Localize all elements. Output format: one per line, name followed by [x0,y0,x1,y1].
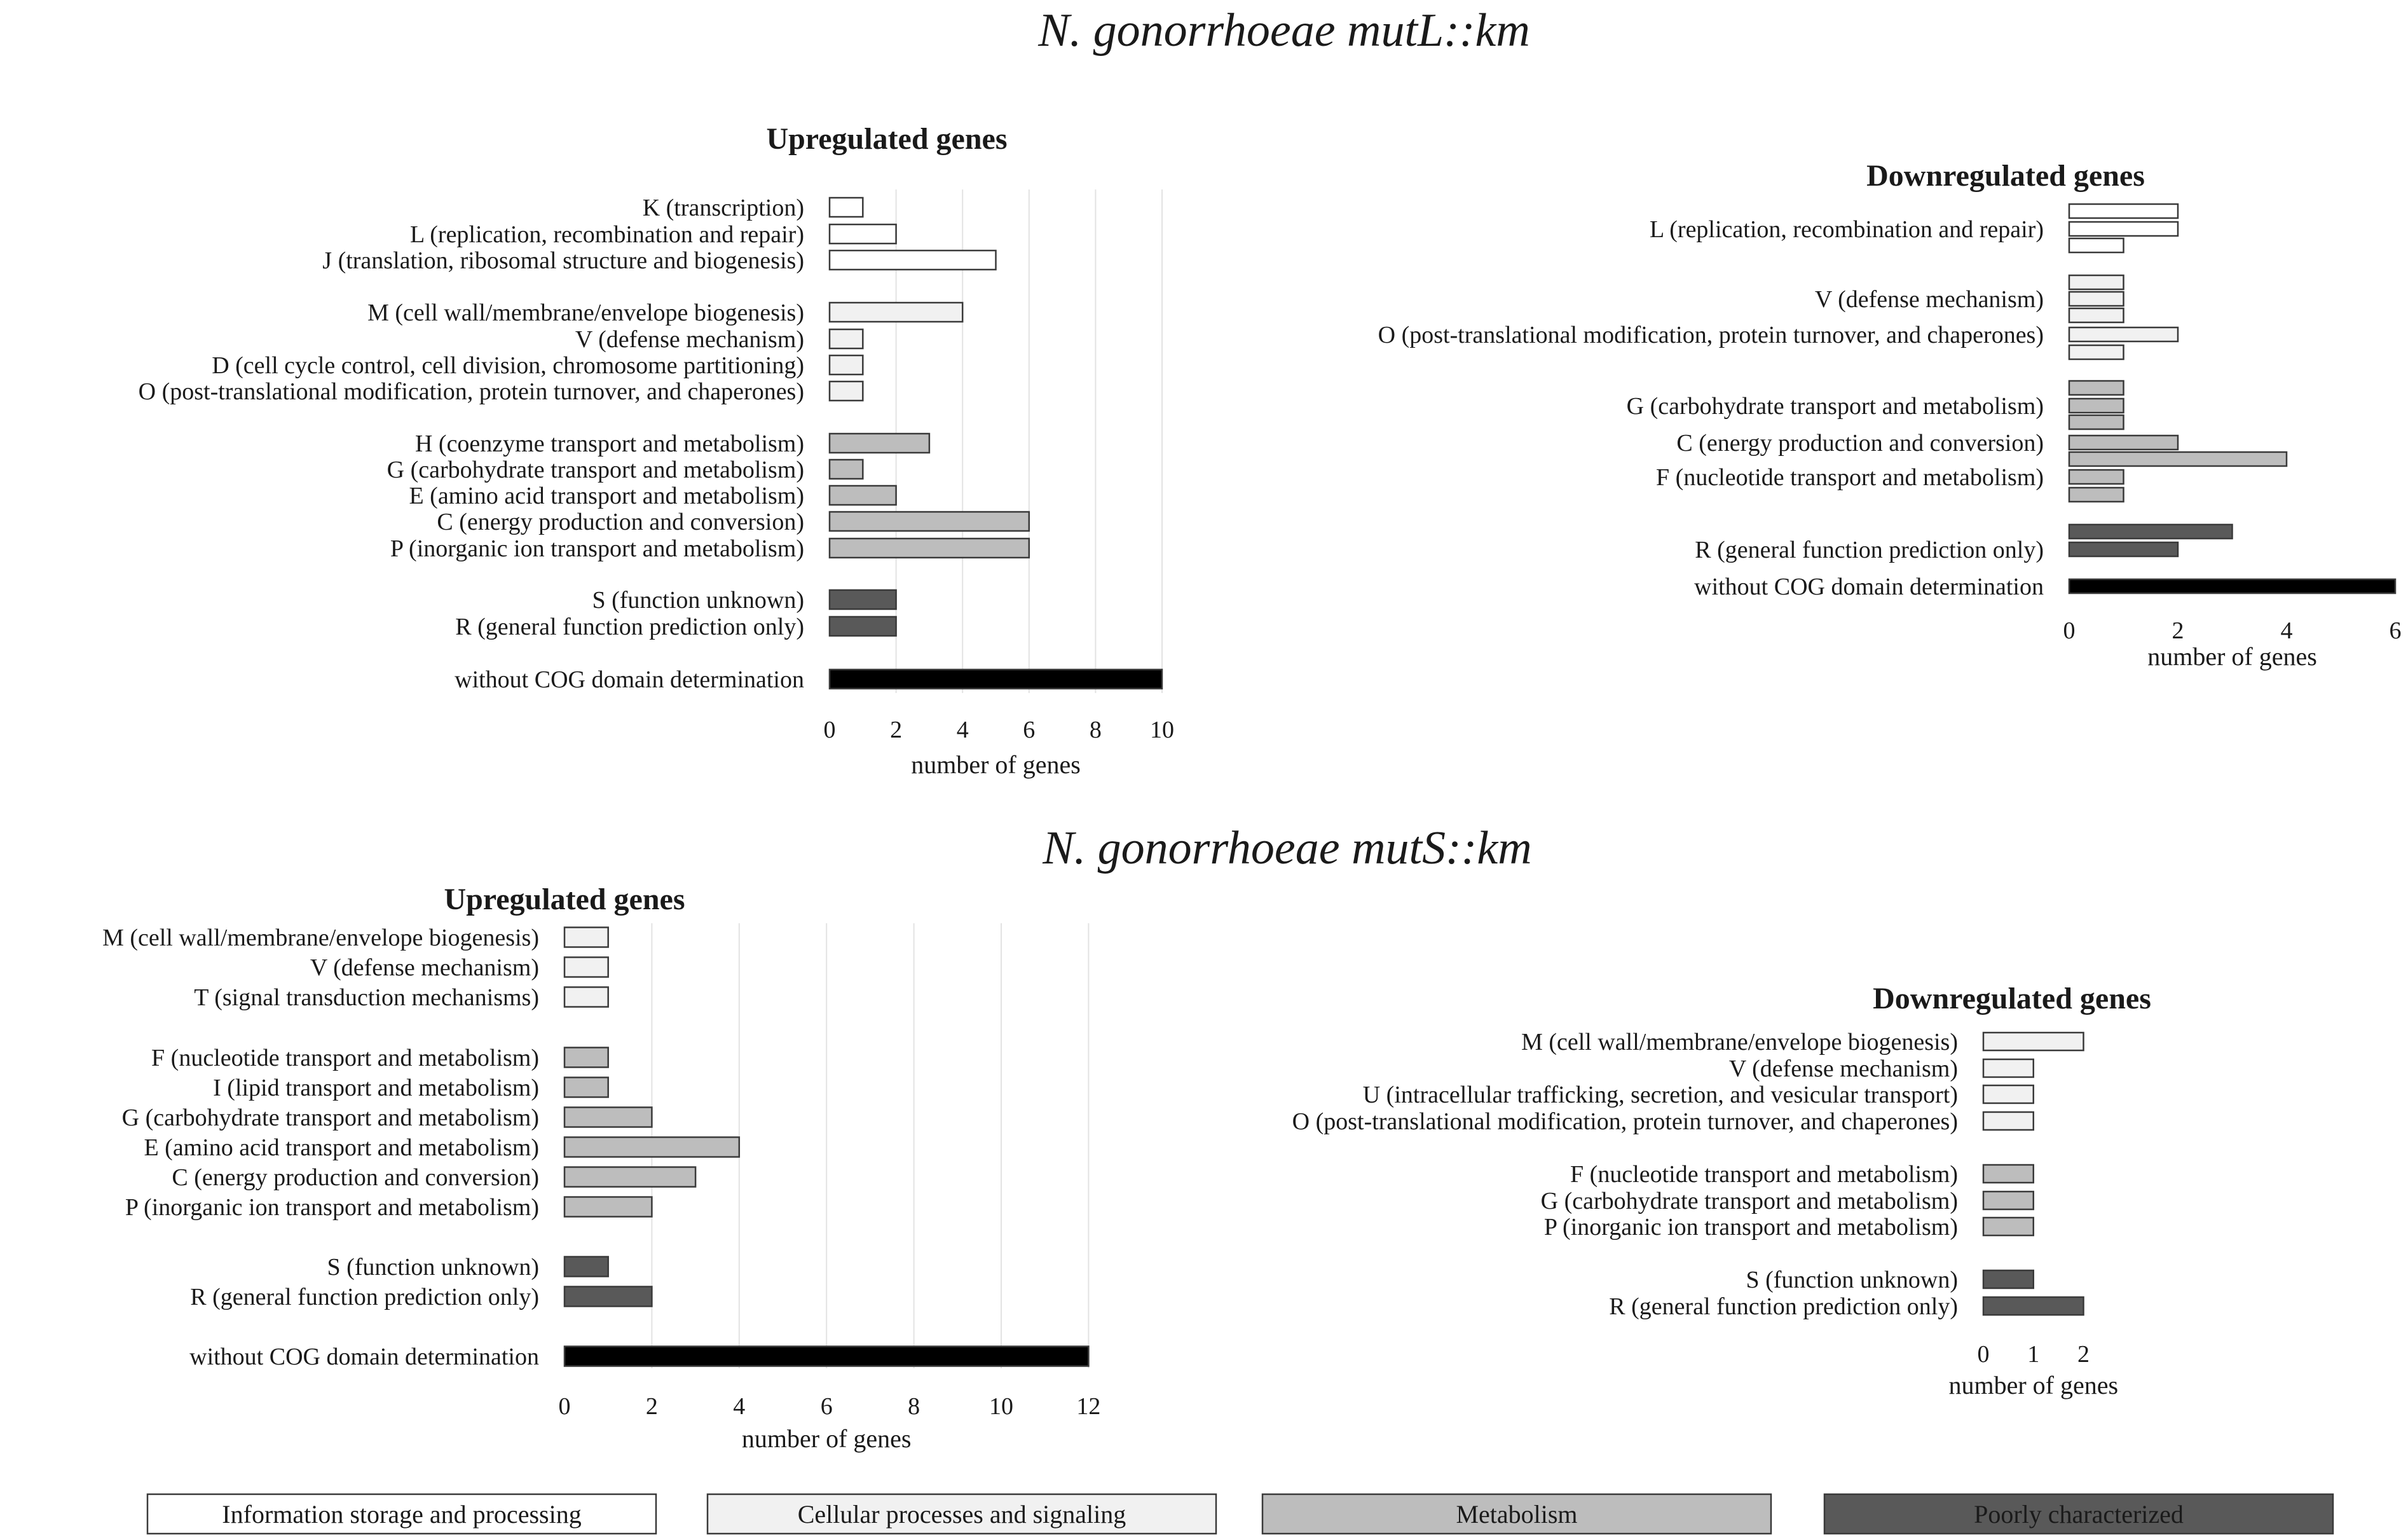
category-label: H (coenzyme transport and metabolism) [414,430,804,457]
tick-label: 2 [2077,1341,2090,1368]
bar [2069,542,2178,556]
bar [2069,415,2124,429]
tick-label: 4 [956,717,969,743]
bar [830,198,863,217]
x-axis-label: number of genes [2147,642,2317,671]
x-axis-label: number of genes [741,1424,912,1453]
bar [830,617,896,636]
bar [1983,1085,2034,1103]
bar [564,1108,652,1127]
chart-title: Downregulated genes [1873,982,2151,1015]
category-label: V (defense mechanism) [310,954,539,981]
bar [564,958,608,977]
bar [1983,1218,2034,1235]
category-label: T (signal transduction mechanisms) [194,984,539,1011]
bar [564,1257,608,1277]
category-label: C (energy production and conversion) [172,1164,539,1191]
category-label: V (defense mechanism) [1728,1055,1958,1082]
legend-item [1262,1494,1771,1534]
bar [830,670,1162,689]
bar [830,434,929,453]
legend-item [708,1494,1216,1534]
category-label: G (carbohydrate transport and metabolism) [121,1104,539,1131]
bar [1983,1112,2034,1130]
bar [830,382,863,401]
category-label: L (replication, recombination and repair) [409,221,804,248]
bar [2069,275,2124,289]
chart-title: Upregulated genes [766,122,1008,156]
tick-label: 4 [2280,617,2293,644]
x-axis-label: number of genes [1948,1371,2119,1399]
tick-label: 2 [890,717,903,743]
tick-label: 2 [645,1393,658,1420]
bar [830,355,863,375]
bar [564,1347,1088,1366]
bar [2069,381,2124,395]
bar [1983,1033,2084,1050]
bar [2069,204,2178,218]
bar [1983,1165,2034,1183]
category-label: R (general function prediction only) [455,614,804,640]
bar [564,987,608,1007]
section-title-mutl: N. gonorrhoeae mutL::km [1038,4,1530,57]
chart-title: Upregulated genes [444,883,685,916]
category-label: M (cell wall/membrane/envelope biogenesis) [1521,1029,1958,1055]
x-axis-label: number of genes [911,750,1081,779]
tick-label: 0 [2063,617,2076,644]
category-label: I (lipid transport and metabolism) [213,1075,539,1101]
tick-label: 10 [989,1393,1013,1420]
category-label: R (general function prediction only) [190,1284,539,1310]
legend-label: Information storage and processing [222,1500,582,1529]
tick-label: 0 [1977,1341,1990,1368]
bar [564,1167,695,1187]
bar [564,1078,608,1097]
category-label: R (general function prediction only) [1695,537,2044,563]
category-label: E (amino acid transport and metabolism) [409,483,804,509]
bar [830,512,1029,531]
bar [830,460,863,479]
chart-mutS_down [1292,982,2151,1399]
bar [2069,308,2124,322]
category-label: E (amino acid transport and metabolism) [144,1134,539,1161]
category-label: V (defense mechanism) [575,326,804,353]
category-label: G (carbohydrate transport and metabolism) [1626,393,2044,420]
bar [564,1138,739,1157]
category-label: O (post-translational modification, protein turnover, and chaperones) [138,378,804,405]
legend-label: Metabolism [1456,1500,1578,1529]
charts-layer [102,122,2401,1453]
section-title-muts: N. gonorrhoeae mutS::km [1043,822,1532,874]
category-label: P (inorganic ion transport and metabolism) [125,1194,539,1221]
tick-label: 6 [820,1393,833,1420]
category-label: without COG domain determination [189,1344,539,1370]
bar [830,224,896,244]
tick-label: 12 [1076,1393,1101,1420]
bar [2069,488,2124,502]
tick-label: 6 [1023,717,1036,743]
bar [1983,1192,2034,1209]
chart-title: Downregulated genes [1866,159,2145,193]
bar [1983,1270,2034,1288]
bar [2069,436,2178,450]
bar [830,251,996,270]
bar [830,303,962,322]
bar [1983,1059,2034,1077]
category-label: F (nucleotide transport and metabolism) [1570,1161,1958,1188]
category-label: P (inorganic ion transport and metabolism) [390,535,804,562]
category-label: O (post-translational modification, protein turnover, and chaperones) [1378,322,2044,348]
chart-mutS_up [102,883,1100,1453]
bar [564,928,608,947]
category-label: M (cell wall/membrane/envelope biogenesis) [367,299,804,326]
bar [2069,345,2124,359]
chart-mutL_down [1378,159,2402,671]
bar [830,590,896,609]
category-label: G (carbohydrate transport and metabolism) [387,457,804,483]
category-label: F (nucleotide transport and metabolism) [1656,464,2044,491]
legend-item [147,1494,656,1534]
tick-label: 1 [2027,1341,2040,1368]
category-label: G (carbohydrate transport and metabolism) [1540,1188,1958,1214]
tick-label: 8 [908,1393,920,1420]
bar [2069,579,2395,593]
tick-label: 0 [558,1393,571,1420]
tick-label: 6 [2389,617,2402,644]
tick-label: 2 [2172,617,2184,644]
bar [2069,452,2287,466]
category-label: without COG domain determination [1694,574,2044,600]
category-label: P (inorganic ion transport and metabolism) [1543,1214,1958,1241]
bar [2069,399,2124,413]
tick-label: 0 [823,717,836,743]
category-label: S (function unknown) [1746,1267,1958,1293]
bar [830,329,863,348]
category-label: V (defense mechanism) [1814,286,2044,313]
category-label: C (energy production and conversion) [437,509,804,535]
category-label: K (transcription) [642,195,804,221]
bar [2069,238,2124,252]
category-label: D (cell cycle control, cell division, chromosome partitioning) [212,352,804,379]
bar [830,539,1029,558]
tick-label: 10 [1150,717,1174,743]
bar [564,1197,652,1217]
category-label: F (nucleotide transport and metabolism) [151,1045,539,1071]
legend [147,1494,2333,1534]
category-label: U (intracellular trafficking, secretion, and vesicular transport) [1362,1082,1958,1108]
bar [564,1287,652,1307]
bar [2069,222,2178,236]
category-label: O (post-translational modification, protein turnover, and chaperones) [1292,1108,1958,1135]
bar [2069,292,2124,306]
tick-label: 4 [733,1393,746,1420]
category-label: S (function unknown) [327,1254,539,1281]
bar [2069,470,2124,484]
bar [830,486,896,505]
category-label: R (general function prediction only) [1609,1293,1958,1320]
category-label: M (cell wall/membrane/envelope biogenesis) [102,925,539,951]
chart-mutL_up [139,122,1174,779]
bar [1983,1297,2084,1315]
legend-label: Cellular processes and signaling [797,1500,1126,1529]
category-label: J (translation, ribosomal structure and biogenesis) [322,247,804,274]
legend-label: Poorly characterized [1974,1500,2184,1529]
category-label: L (replication, recombination and repair) [1649,216,2044,243]
bar [2069,525,2233,539]
bar [564,1048,608,1068]
category-label: S (function unknown) [592,587,804,614]
bar [2069,327,2178,341]
legend-item [1824,1494,2333,1534]
category-label: C (energy production and conversion) [1676,430,2044,457]
tick-label: 8 [1089,717,1102,743]
category-label: without COG domain determination [455,666,804,693]
